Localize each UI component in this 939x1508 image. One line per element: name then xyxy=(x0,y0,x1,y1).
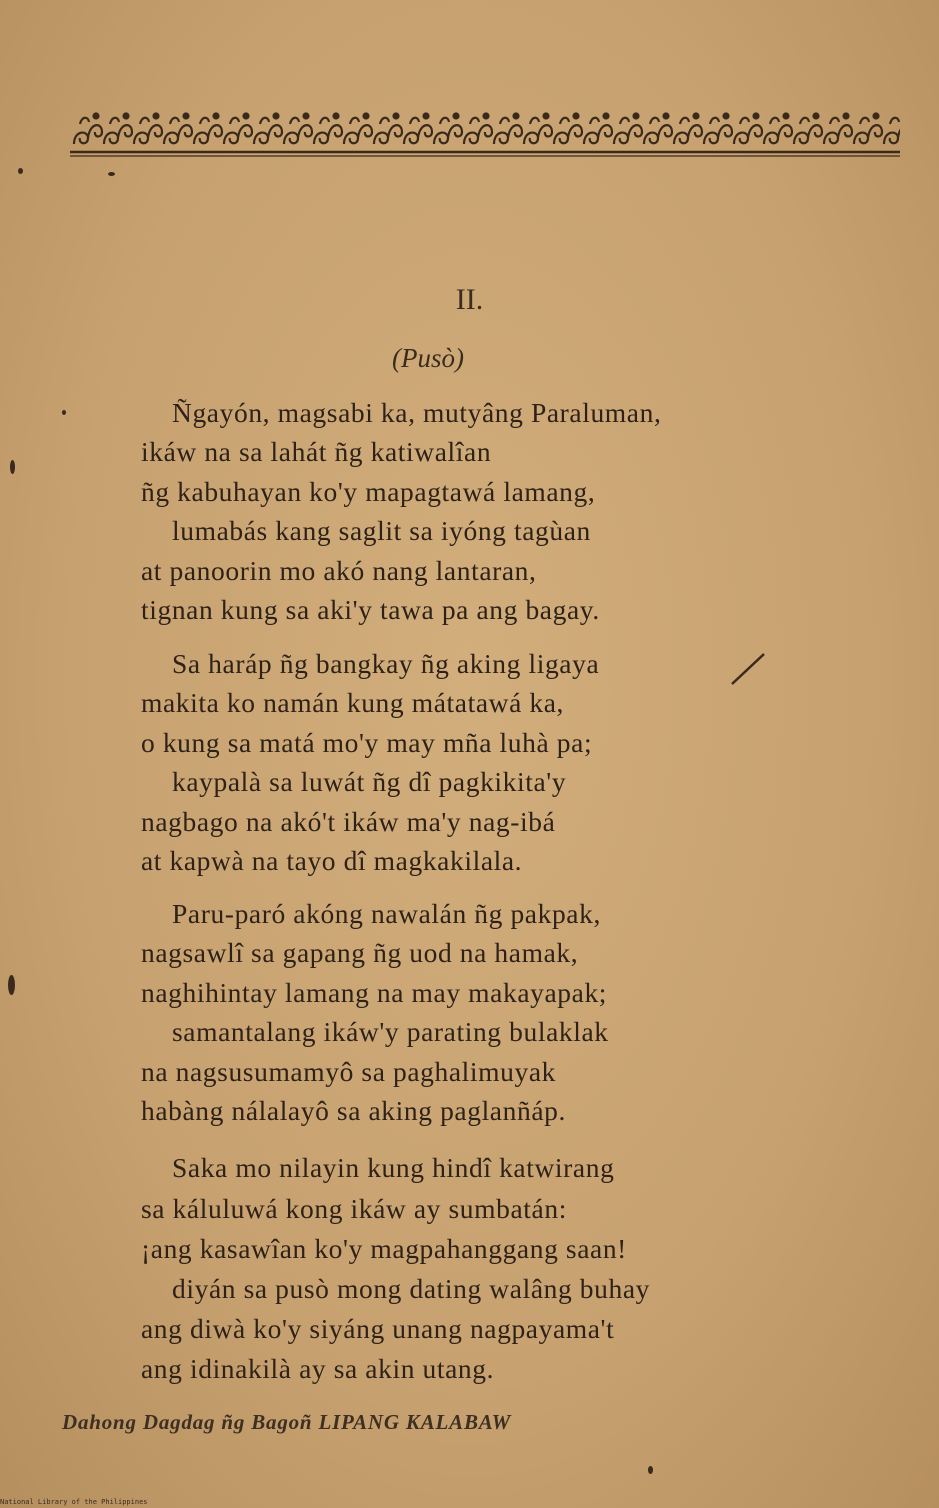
paper-speck xyxy=(8,975,15,995)
paper-speck xyxy=(10,460,15,474)
section-subtitle: (Pusò) xyxy=(392,343,464,373)
verse-line: na nagsusumamyô sa paghalimuyak xyxy=(141,1056,556,1087)
verse-line: ang diwà ko'y siyáng unang nagpayama't xyxy=(141,1313,615,1344)
section-numeral: II. xyxy=(455,283,484,316)
verse-line: ñg kabuhayan ko'y mapagtawá lamang, xyxy=(141,476,596,507)
verse-line: tignan kung sa aki'y tawa pa ang bagay. xyxy=(141,594,600,625)
verse-line: at kapwà na tayo dî magkakilala. xyxy=(141,845,523,876)
verse-line: Sa haráp ñg bangkay ñg aking ligaya xyxy=(172,648,600,679)
verse-line: ¡ang kasawîan ko'y magpahanggang saan! xyxy=(141,1233,627,1264)
pencil-check-mark xyxy=(730,652,766,686)
verse-line: lumabás kang saglit sa iyóng tagùan xyxy=(172,515,591,546)
verse-line: ang idinakilà ay sa akin utang. xyxy=(141,1353,495,1384)
verse-line: at panoorin mo akó nang lantaran, xyxy=(141,555,537,586)
paper-speck xyxy=(108,172,115,176)
verse-line: nagbago na akó't ikáw ma'y nag-ibá xyxy=(141,806,556,837)
verse-line: Paru-paró akóng nawalán ñg pakpak, xyxy=(172,898,601,929)
verse-line: Saka mo nilayin kung hindî katwirang xyxy=(172,1152,615,1183)
verse-line: makita ko namán kung mátatawá ka, xyxy=(141,687,564,718)
verse-line: ikáw na sa lahát ñg katiwalîan xyxy=(141,436,492,467)
verse-line: nagsawlî sa gapang ñg uod na hamak, xyxy=(141,937,579,968)
verse-line: habàng nálalayô sa aking paglanñáp. xyxy=(141,1095,566,1126)
verse-line: Ñgayón, magsabi ka, mutyâng Paraluman, xyxy=(172,397,662,428)
verse-line: naghihintay lamang na may makayapak; xyxy=(141,977,608,1008)
verse-line: o kung sa matá mo'y may mña luhà pa; xyxy=(141,727,593,758)
verse-line: diyán sa pusò mong dating walâng buhay xyxy=(172,1273,650,1304)
library-credit: National Library of the Philippines xyxy=(0,1498,148,1506)
decorative-border xyxy=(70,108,900,158)
paper-speck xyxy=(62,410,66,415)
verse-line: kaypalà sa luwát ñg dî pagkikita'y xyxy=(172,766,567,797)
verse-line: samantalang ikáw'y parating bulaklak xyxy=(172,1016,609,1047)
verse-line: sa káluluwá kong ikáw ay sumbatán: xyxy=(141,1193,567,1224)
paper-speck xyxy=(18,168,23,174)
running-title: Dahong Dagdag ñg Bagoñ LIPANG KALABAW xyxy=(62,1410,512,1434)
paper-speck xyxy=(648,1466,653,1474)
